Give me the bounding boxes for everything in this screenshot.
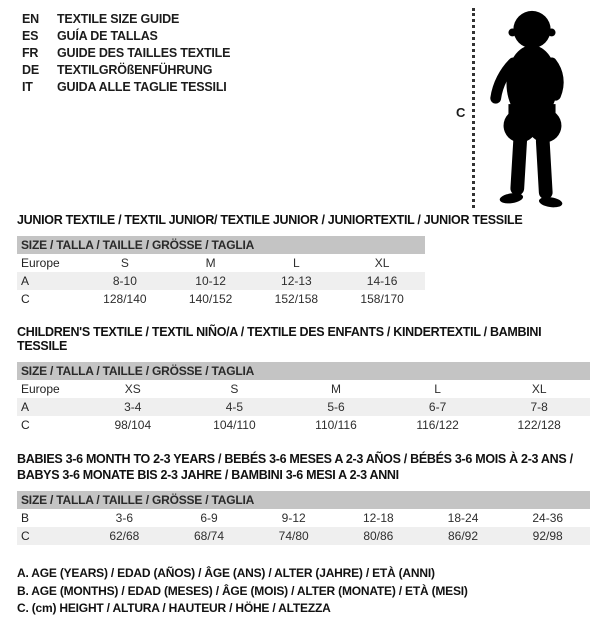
table-cell: 12-18 <box>363 511 394 525</box>
row-label: Europe <box>21 256 60 270</box>
row-label: C <box>21 418 30 432</box>
table-cell: 8-10 <box>112 274 137 288</box>
table-cell: 9-12 <box>281 511 306 525</box>
language-code: IT <box>22 79 33 94</box>
table-cell: 10-12 <box>195 274 226 288</box>
row-label: C <box>21 529 30 543</box>
language-title-block <box>22 10 230 95</box>
table-body <box>17 509 590 545</box>
table-cell: 74/80 <box>278 529 309 543</box>
table-row <box>17 527 590 545</box>
size-header-row: SIZE / TALLA / TAILLE / GRÖSSE / TAGLIA <box>17 236 425 254</box>
language-row <box>22 61 230 78</box>
tables-content <box>17 213 590 618</box>
table-cell: 152/158 <box>274 292 319 306</box>
height-reference-dotted-line <box>472 8 475 208</box>
section-title-babies-line2: BABYS 3-6 MONATE BIS 2-3 JAHRE / BAMBINI 3-6 MESI A 2-3 ANNI <box>17 468 399 482</box>
table-cell: 116/122 <box>416 418 459 432</box>
table-cell: 86/92 <box>448 529 479 543</box>
language-code: FR <box>22 45 39 60</box>
language-code: ES <box>22 28 39 43</box>
note-a: A. AGE (YEARS) / EDAD (AÑOS) / ÂGE (ANS) / ALTER (JAHRE) / ETÀ (ANNI) <box>17 566 435 580</box>
table-cell: L <box>293 256 300 270</box>
babies-textile-section <box>17 451 590 545</box>
table-row <box>17 416 590 434</box>
table-cell: 14-16 <box>366 274 398 288</box>
table-cell: S <box>230 382 239 396</box>
height-measure-figure <box>450 6 595 212</box>
table-cell: 12-13 <box>281 274 312 288</box>
table-cell: 18-24 <box>447 511 479 525</box>
table-cell: XS <box>124 382 141 396</box>
language-code: DE <box>22 62 39 77</box>
section-title-junior: JUNIOR TEXTILE / TEXTIL JUNIOR/ TEXTILE JUNIOR / JUNIORTEXTIL / JUNIOR TESSILE <box>17 213 523 227</box>
table-row <box>17 380 590 398</box>
row-label: C <box>21 292 30 306</box>
table-cell: XL <box>374 256 390 270</box>
table-row <box>17 272 425 290</box>
language-title: GUÍA DE TALLAS <box>57 28 158 43</box>
row-label: Europe <box>21 382 60 396</box>
section-title-babies-line1: BABIES 3-6 MONTH TO 2-3 YEARS / BEBÉS 3-6 MESES A 2-3 AÑOS / BÉBÉS 3-6 MOIS À 2-3 ANS / <box>17 452 573 466</box>
language-row <box>22 44 230 61</box>
spacer <box>17 483 590 491</box>
table-cell: 110/116 <box>315 418 357 432</box>
table-cell: 6-7 <box>428 400 447 414</box>
language-row <box>22 27 230 44</box>
table-cell: L <box>434 382 441 396</box>
language-title: TEXTILGRÖßENFÜHRUNG <box>57 62 213 77</box>
row-label: A <box>21 274 30 288</box>
junior-textile-section <box>17 213 590 308</box>
junior-size-table <box>17 236 425 308</box>
language-title: GUIDE DES TAILLES TEXTILE <box>57 45 231 60</box>
note-b: B. AGE (MONTHS) / EDAD (MESES) / ÂGE (MOIS) / ALTER (MONATE) / ETÀ (MESI) <box>17 583 468 598</box>
table-cell: 6-9 <box>200 511 218 525</box>
row-label: A <box>21 400 30 414</box>
table-cell: 4-5 <box>225 400 244 414</box>
childrens-textile-section <box>17 325 590 434</box>
table-cell: S <box>120 256 129 270</box>
table-cell: 128/140 <box>103 292 147 306</box>
table-cell: 140/152 <box>188 292 233 306</box>
table-row <box>17 509 590 527</box>
table-cell: 158/170 <box>360 292 404 306</box>
table-cell: 62/68 <box>109 529 140 543</box>
table-cell: XL <box>531 382 547 396</box>
size-header-row: SIZE / TALLA / TAILLE / GRÖSSE / TAGLIA <box>17 362 590 380</box>
language-code: EN <box>22 11 39 26</box>
table-row <box>17 398 590 416</box>
table-row <box>17 254 425 272</box>
language-row <box>22 10 230 27</box>
table-cell: 92/98 <box>532 529 563 543</box>
table-cell: M <box>330 382 341 396</box>
table-body <box>17 380 590 434</box>
language-title: GUIDA ALLE TAGLIE TESSILI <box>57 79 227 94</box>
size-header-row: SIZE / TALLA / TAILLE / GRÖSSE / TAGLIA <box>17 491 590 509</box>
children-size-table <box>17 362 590 434</box>
babies-size-table <box>17 491 590 545</box>
legend-notes <box>17 565 590 618</box>
language-title: TEXTILE SIZE GUIDE <box>57 11 180 26</box>
table-cell: 3-4 <box>124 400 142 414</box>
table-cell: 98/104 <box>114 418 152 432</box>
table-cell: 5-6 <box>327 400 345 414</box>
table-cell: 24-36 <box>532 511 564 525</box>
table-cell: 7-8 <box>530 400 548 414</box>
table-cell: 104/110 <box>213 418 256 432</box>
table-cell: M <box>205 256 216 270</box>
note-c: C. (cm) HEIGHT / ALTURA / HAUTEUR / HÖHE / ALTEZZA <box>17 601 331 615</box>
row-label: B <box>21 511 30 525</box>
table-row <box>17 290 425 308</box>
table-cell: 68/74 <box>193 529 225 543</box>
language-row <box>22 78 230 95</box>
table-cell: 122/128 <box>517 418 561 432</box>
baby-silhouette <box>482 6 582 212</box>
height-label-c: C <box>456 105 466 120</box>
table-cell: 80/86 <box>363 529 394 543</box>
table-cell: 3-6 <box>115 511 133 525</box>
section-title-children: CHILDREN'S TEXTILE / TEXTIL NIÑO/A / TEXTILE DES ENFANTS / KINDERTEXTIL / BAMBINI TESSILE <box>17 325 542 353</box>
table-body <box>17 254 425 308</box>
